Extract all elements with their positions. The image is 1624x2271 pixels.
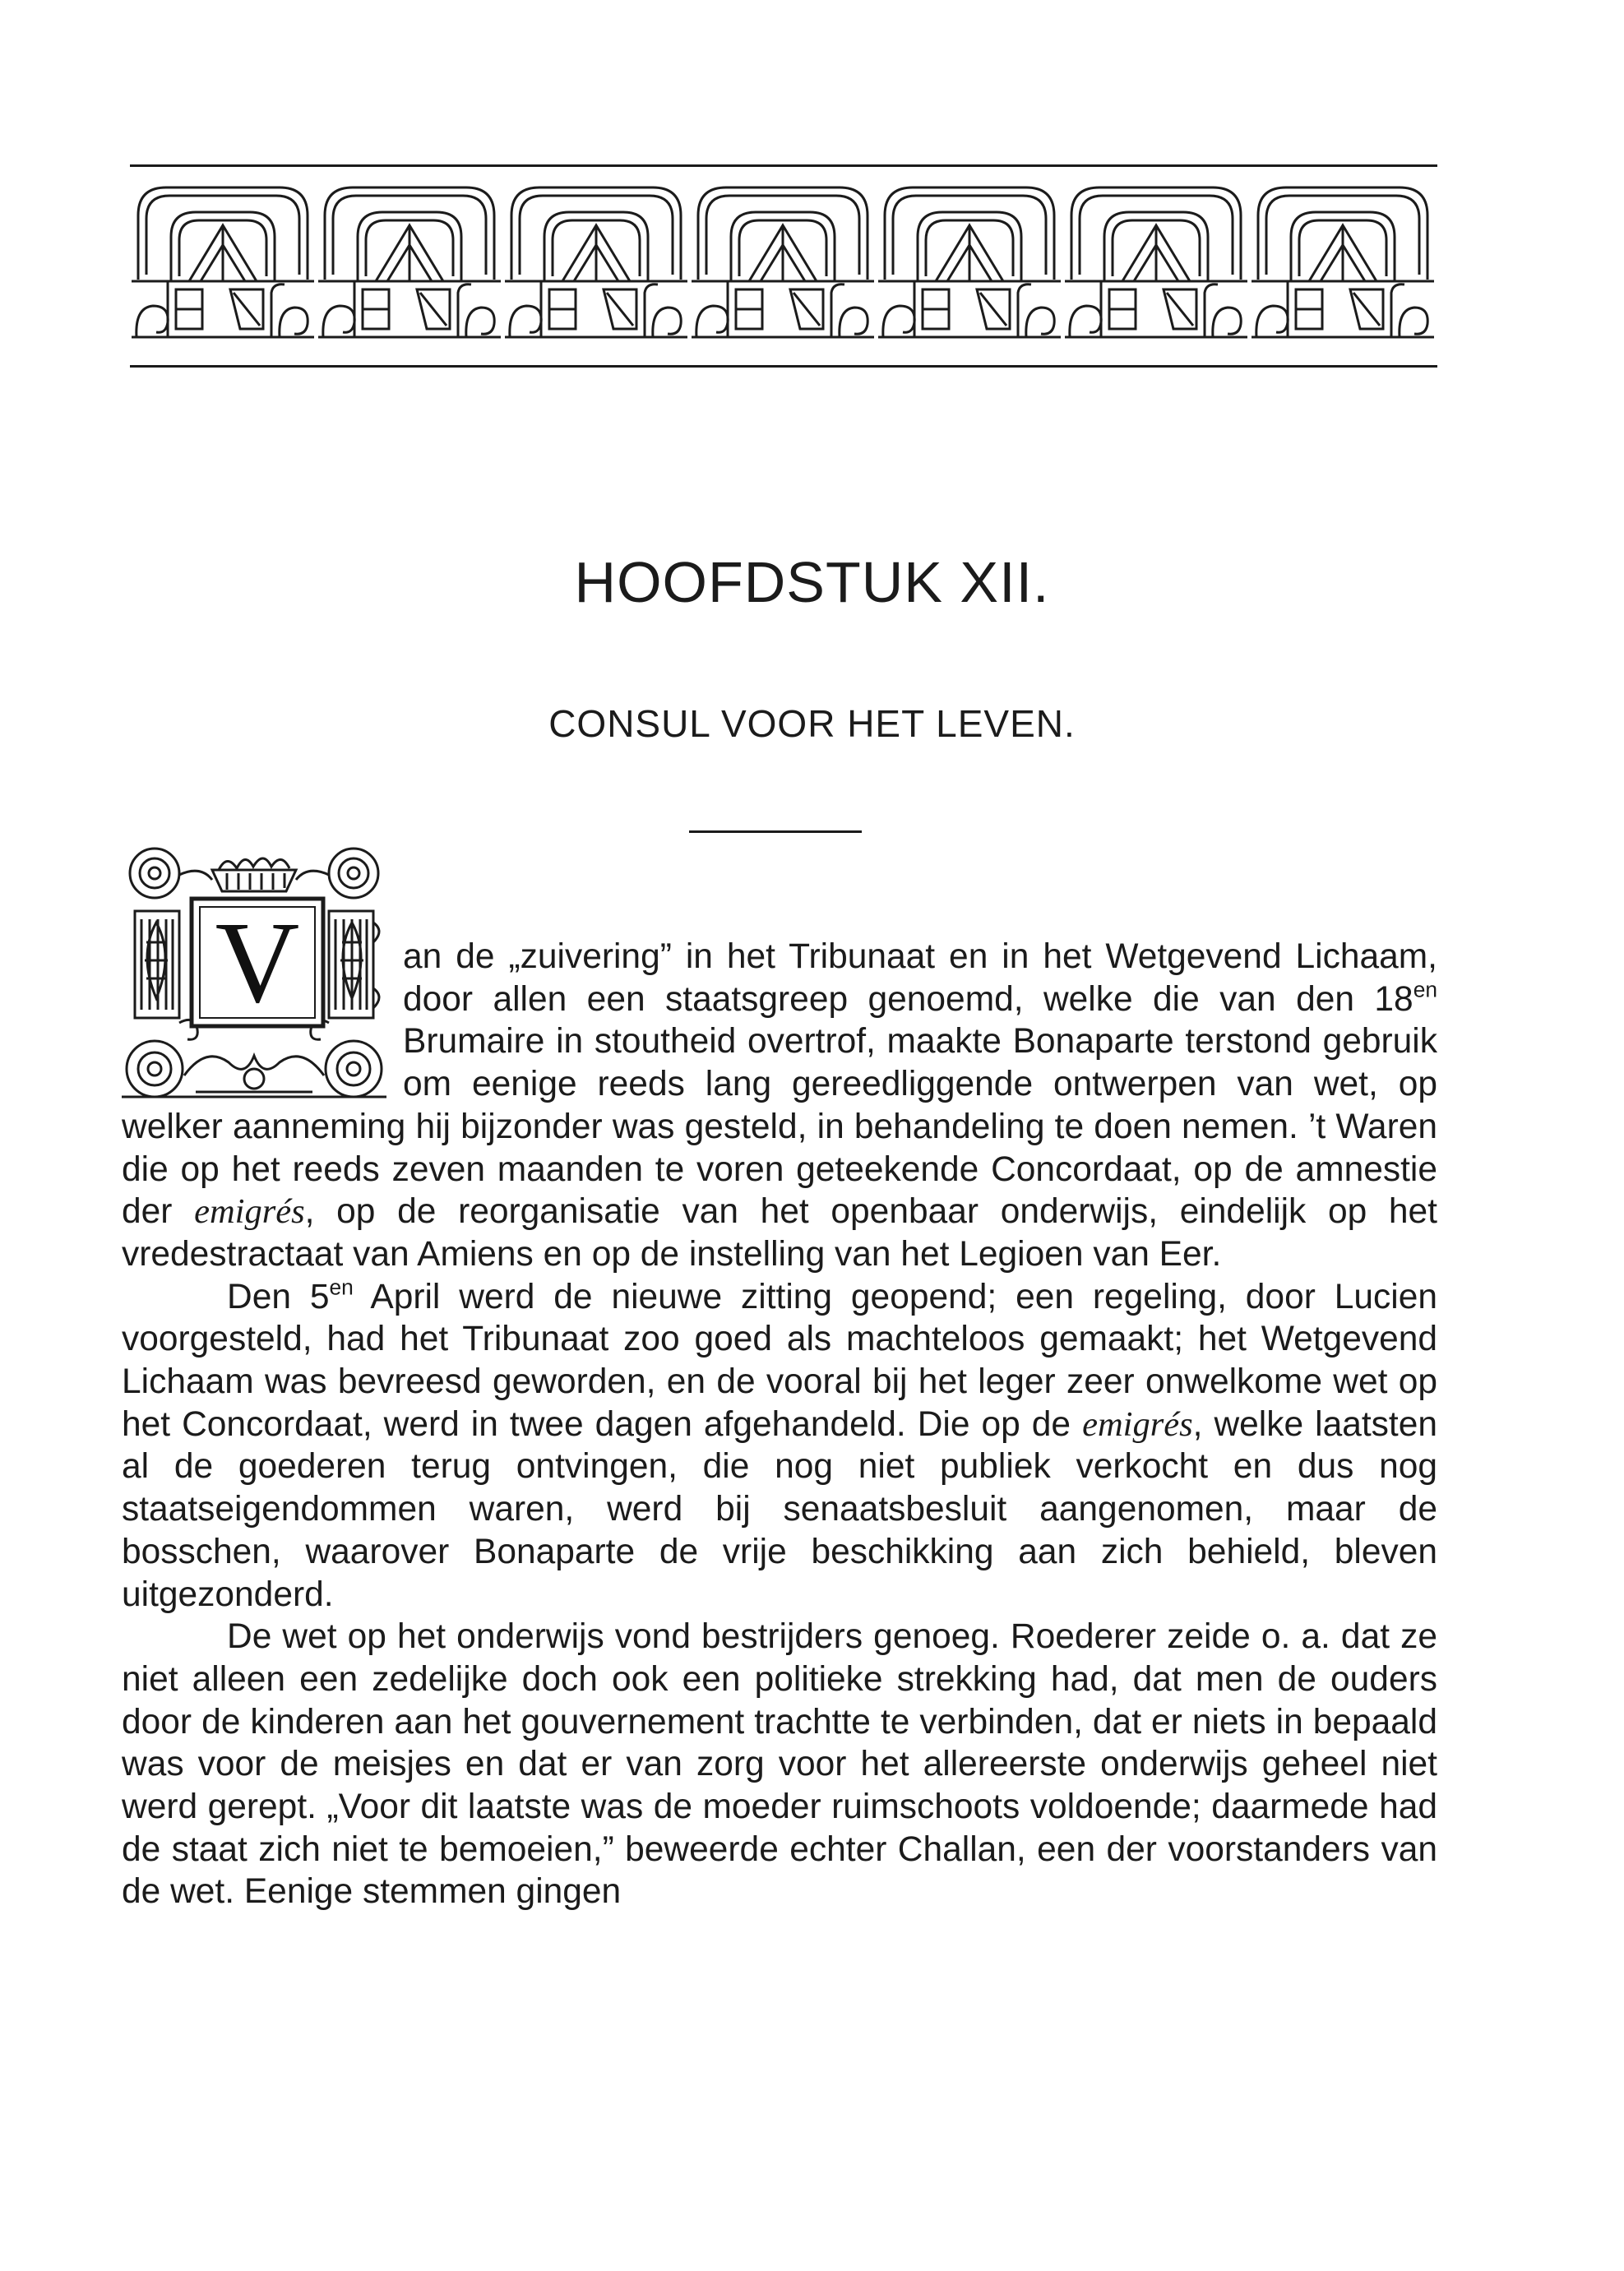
paragraph: [122, 1616, 1437, 1913]
initial-spacer: [122, 936, 403, 1105]
text-run: Den 5: [227, 1277, 330, 1316]
initial-letter: V: [215, 897, 300, 1027]
paragraph: [122, 1276, 1437, 1617]
chapter-subtitle: CONSUL VOOR HET LEVEN.: [548, 702, 1076, 745]
italic-term: emigrés: [1082, 1404, 1193, 1444]
text-run: an de „zuivering” in het Tribunaat en in het Wetgevend Lichaam, door allen een staatsgreep genoemd, welke die van den 18: [403, 937, 1437, 1019]
header-rule-bottom: [130, 365, 1437, 368]
text-run: April werd de nieuwe zitting geopend; een regeling, door Lucien voorgesteld, had het Tribunaat zoo goed als machteloos gemaakt; het Wetgevend Lichaam was bevreesd geworden, en de vooral bij het leger zeer onwelkome wet op het Concordaat, werd in twee dagen afgehandeld. Die op de: [122, 1277, 1437, 1444]
italic-term: emigrés: [194, 1192, 305, 1232]
text-run: , welke laatsten al de goederen terug ontvingen, die nog niet publiek verkocht en dus nog staatseigendommen waren, werd bij senaatsbesluit aangenomen, maar de bosschen, waarover Bonaparte de vrije beschikking aan zich behield, bleven uitgezonderd.: [122, 1404, 1437, 1614]
chapter-heading: HOOFDSTUK XII.: [574, 550, 1050, 614]
superscript: en: [329, 1274, 354, 1300]
superscript: en: [1413, 977, 1437, 1002]
body-text: [122, 936, 1437, 1913]
text-run: , op de reorganisatie van het openbaar onderwijs, eindelijk op het vredestractaat van Amiens en op de instelling van het Legioen van Eer.: [122, 1192, 1437, 1274]
section-divider: [689, 830, 862, 833]
art-nouveau-border-band: [132, 183, 1436, 347]
text-run: De wet op het onderwijs vond bestrijders genoeg. Roederer zeide o. a. dat ze niet alleen een zedelijke doch ook een politieke strekking had, dat men de ouders door de kinderen aan het gouvernement trachtte te verbinden, dat er niets in bepaald was voor de meisjes en dat er van zorg voor het allereerste onderwijs geheel niet werd gerept. „Voor dit laatste was de moeder ruimschoots voldoende; daarmede had de staat zich niet te bemoeien,” beweerde echter Challan, een der voorstanders van de wet. Eenige stemmen gingen: [122, 1617, 1437, 1912]
text-run: Brumaire in stoutheid overtrof, maakte Bonaparte terstond gebruik om eenige reeds lang gereedliggende ontwerpen van wet, op welker aanneming hij bijzonder was gesteld, in behandeling te doen nemen. ’t Waren die op het reeds zeven maanden te voren geteekende Concordaat, op de amnestie der: [122, 1022, 1437, 1232]
header-rule-top: [130, 164, 1437, 167]
